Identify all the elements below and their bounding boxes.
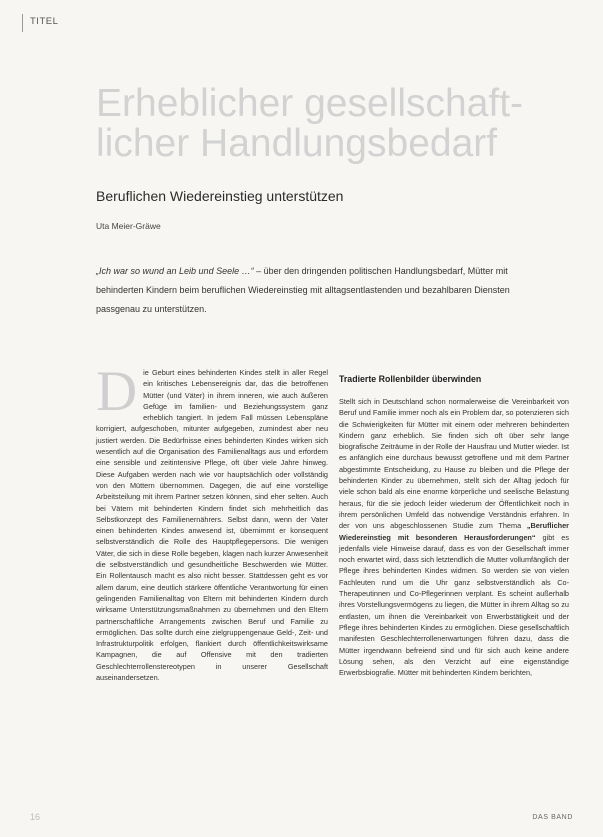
headline-line-2: licher Handlungsbedarf — [96, 122, 498, 165]
right-body-part-1: Stellt sich in Deutschland schon normalerweise die Vereinbarkeit von Beruf und Familie immer noch als ein Problem dar, so potenzieren sich die Schwierigkeiten für Mütter mit einem oder mehreren behinderten Kindern ganz erheblich. Sie finden sich oft über sehr lange biografische Zeiträume in der Rolle der Hausfrau und Mutter wieder. Ist es anfänglich eine durchaus bewusst getroffene und mit dem Partner abgestimmte Entscheidung, zu Hause zu bleiben und die Pflege der behinderten Kinder zu übernehmen, stellt sich der Alltag jedoch für viele schon bald als eine enorme körperliche und seelische Belastung heraus, für die sie jedoch leider wiederum der Öffentlichkeit noch in ihrem persönlichen Umfeld das notwendige Verständnis erfahren. In der von uns abgeschlossenen Studie zum Thema — [339, 397, 569, 531]
magazine-name: DAS BAND — [532, 814, 573, 821]
right-body-part-2: gibt es jedenfalls viele Hinweise darauf, dass es von der Gesellschaft immer noch erwartet wird, dass sich letztendlich die Mutter vollumfänglich der Pflege ihres behinderten Kindes widmen. So werden sie von vielen Fachleuten rund um die Uhr ganz selbstverständlich als Co-Therapeutinnen und Co-Pflegerinnen verplant. Es scheint außerhalb ihres Vorstellungsvermögens zu liegen, die Mütter in ihrem Alltag so zu entlasten, um ihnen die Vereinbarkeit von Erwerbstätigkeit und der Pflege ihres behinderten Kindes zu ermöglichen. Diese gesellschaftlich manifesten Geschlechterrollenerwartungen führen dazu, dass die Mütter irgendwann befreiend sind und für sich auch keine andere Lösung sehen, als den Verzicht auf eine eigenständige Erwerbsbiografie. Mütter mit behinderten Kindern berichten, — [339, 532, 569, 678]
headline-line-1: Erheblicher gesellschaft- — [96, 82, 524, 125]
left-column — [96, 360, 328, 683]
article-author: Uta Meier-Gräwe — [96, 221, 161, 231]
right-column-heading: Tradierte Rollenbilder überwinden — [339, 374, 482, 384]
study-title: „Beruflicher Wiedereinstieg mit besonderen Herausforderungen“ — [339, 521, 569, 542]
page-edge-rule — [22, 14, 23, 32]
intro-quote: „Ich war so wund an Leib und Seele …“ — [96, 266, 254, 276]
right-column — [339, 367, 569, 678]
section-label: TITEL — [30, 16, 59, 27]
article-subheadline: Beruflichen Wiedereinstieg unterstützen — [96, 188, 344, 204]
left-column-body: ie Geburt eines behinderten Kindes stellt in aller Regel ein kritisches Lebensereignis dar, das die betroffenen Mütter (und Väter) in ihrem inneren, wie auch äußeren Gefüge im familien- und Beziehungssystem ganz erheblich tangiert. In jedem Fall müssen Lebenspläne korrigiert, aufgeschoben, mitunter aufgegeben, zumindest aber neu justiert werden. Die Bedürfnisse eines behinderten Kindes wirken sich wesentlich auf die Organisation des Familienalltags aus und erfordern eine sensible und zeitintensive Pflege, oft über viele Jahre hinweg. Diese Aufgaben werden nach wie vor hauptsächlich oder vollständig von den Müttern übernommen. Dagegen, die auf eine vorstellige Arbeitsteilung mit ihrem Partner setzen können, sind eher selten. Auch bei Vätern mit behinderten Kindern findet sich mehrheitlich das Selbstkonzept des Familienernährers. Selbst dann, wenn der Vater einen behinderten Kindes anwesend ist, übernimmt er konsequent selbstverständlich die Rolle des Hauptpflegepersons. Die wenigen Väter, die sich in diese Rolle begeben, klagen nach kurzer Anwesenheit die selbstverständlich und gesundheitliche Beschwerden wie Mütter. Ein Rollentausch macht es also nicht besser. Stattdessen geht es vor allem darum, eine deutlich stärkere öffentliche Verantwortung für einen gelingenden Familienalltag von Eltern mit behinderten Kindern durch wirksame Unterstützungsmaßnahmen zu übernehmen und den Eltern partnerschaftliche Arrangements zwischen Beruf und Familie zu ermöglichen. Das sollte durch eine zielgruppengenaue Geld-, Zeit- und Infrastrukturpolitik erfolgen, flankiert durch öffentlichkeitswirksame Kampagnen, die auf Offensive mit den tradierten Geschlechterrollenstereotypen in unserer Gesellschaft auseinandersetzen. — [96, 368, 328, 683]
page-number: 16 — [30, 812, 41, 822]
article-intro — [96, 262, 546, 319]
right-column-body — [339, 396, 569, 678]
intro-text: – über den dringenden politischen Handlungsbedarf, Mütter mit behinderten Kindern beim beruflichen Wiedereinstieg mit alltagsentlastenden und bezahlbaren Diensten passgenau zu unterstützen. — [96, 266, 510, 314]
article-headline — [96, 84, 566, 164]
drop-cap: D — [96, 360, 138, 423]
